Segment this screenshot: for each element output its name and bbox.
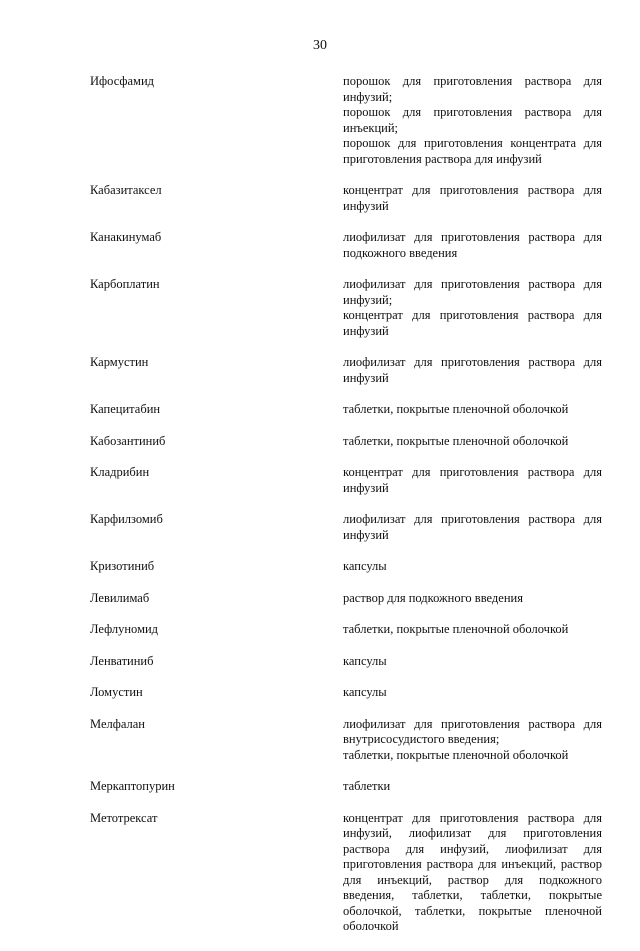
drug-entry [90, 277, 602, 339]
dosage-forms [343, 74, 602, 167]
dosage-forms [343, 717, 602, 764]
drug-entry [90, 559, 602, 575]
dosage-forms [343, 779, 602, 795]
dosage-forms [343, 465, 602, 496]
drug-name: Ленватиниб [90, 653, 154, 668]
dosage-form: таблетки, покрытые пленочной оболочкой [343, 747, 569, 762]
drug-name: Меркаптопурин [90, 779, 175, 793]
drug-entry [90, 230, 602, 261]
drug-entry [90, 622, 602, 638]
dosage-forms [343, 559, 602, 575]
dosage-form: порошок для приготовления раствора для инъекций; [343, 105, 602, 135]
dosage-form: лиофилизат для приготовления раствора для инфузий [343, 512, 602, 542]
dosage-forms [343, 402, 602, 418]
dosage-form: таблетки, покрытые пленочной оболочкой [343, 622, 569, 636]
dosage-form: капсулы [343, 685, 387, 699]
drug-name: Кабозантиниб [90, 433, 166, 448]
dosage-forms [343, 591, 602, 607]
drug-name: Левилимаб [90, 590, 150, 605]
drug-entry [90, 717, 602, 764]
drug-entry [90, 685, 602, 701]
drug-entry [90, 465, 602, 496]
dosage-form: капсулы [343, 559, 387, 573]
dosage-forms [343, 434, 602, 450]
drug-name: Кабазитаксел [90, 183, 162, 197]
dosage-form: лиофилизат для приготовления раствора для инфузий; [343, 277, 602, 307]
drug-entry [90, 779, 602, 795]
dosage-form: концентрат для приготовления раствора для инфузий [343, 183, 602, 213]
dosage-form: лиофилизат для приготовления раствора для внутрисосудистого введения; [343, 716, 602, 746]
drug-name: Капецитабин [90, 402, 161, 416]
dosage-forms [343, 811, 602, 935]
dosage-form: лиофилизат для приготовления раствора для инфузий [343, 355, 602, 385]
drug-entry [90, 654, 602, 670]
drug-name: Кладрибин [90, 465, 150, 479]
drug-name: Кризотиниб [90, 559, 155, 573]
drug-list [90, 74, 602, 951]
drug-entry [90, 74, 602, 167]
dosage-form: таблетки [343, 779, 391, 793]
dosage-forms [343, 355, 602, 386]
drug-name: Карбоплатин [90, 277, 160, 291]
dosage-form: капсулы [343, 653, 387, 668]
dosage-form: таблетки, покрытые пленочной оболочкой [343, 402, 569, 416]
dosage-forms [343, 277, 602, 339]
drug-entry [90, 434, 602, 450]
drug-name: Ифосфамид [90, 74, 154, 88]
drug-entry [90, 591, 602, 607]
drug-name: Кармустин [90, 355, 149, 369]
drug-entry [90, 512, 602, 543]
dosage-forms [343, 654, 602, 670]
dosage-form: таблетки, покрытые пленочной оболочкой [343, 433, 569, 448]
dosage-forms [343, 685, 602, 701]
dosage-forms [343, 183, 602, 214]
dosage-form: концентрат для приготовления раствора для инфузий, лиофилизат для приготовления раствора для инфузий, лиофилизат для приготовления раствора для инъекций, раствор для инъекций, раствор для подкожного введения, таблетки, таблетки, покрытые оболочкой, таблетки, покрытые пленочной оболочкой [343, 810, 602, 933]
drug-name: Ломустин [90, 685, 143, 699]
dosage-form: концентрат для приготовления раствора для инфузий [343, 308, 602, 338]
dosage-forms [343, 622, 602, 638]
drug-name: Карфилзомиб [90, 512, 163, 526]
dosage-form: порошок для приготовления раствора для инфузий; [343, 74, 602, 104]
dosage-form: лиофилизат для приготовления раствора для подкожного введения [343, 230, 602, 260]
drug-name: Мелфалан [90, 716, 145, 731]
drug-entry [90, 811, 602, 935]
drug-entry [90, 183, 602, 214]
drug-entry [90, 355, 602, 386]
dosage-form: концентрат для приготовления раствора для инфузий [343, 465, 602, 495]
dosage-form: раствор для подкожного введения [343, 590, 523, 605]
drug-name: Метотрексат [90, 810, 158, 825]
dosage-forms [343, 230, 602, 261]
drug-name: Канакинумаб [90, 230, 162, 244]
dosage-form: порошок для приготовления концентрата для приготовления раствора для инфузий [343, 136, 602, 166]
drug-name: Лефлуномид [90, 622, 159, 636]
drug-entry [90, 402, 602, 418]
dosage-forms [343, 512, 602, 543]
page-number: 30 [313, 38, 327, 53]
